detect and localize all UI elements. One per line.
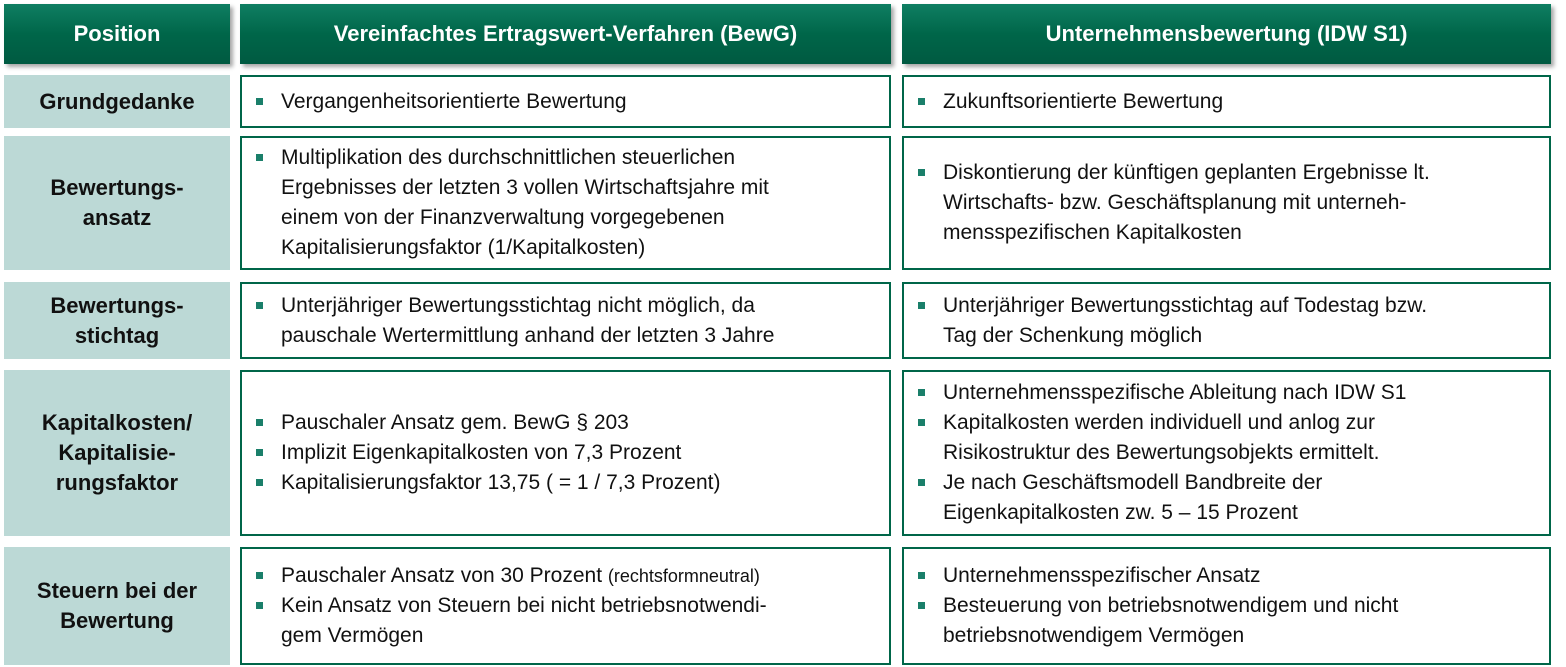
row-label-line: Kapitalkosten/ (41, 410, 193, 435)
row-label-line: rungsfaktor (55, 470, 179, 495)
header-position-label: Position (73, 21, 161, 46)
text-line: Eigenkapitalkosten zw. 5 – 15 Prozent (943, 501, 1298, 524)
header-business-valuation (902, 4, 1551, 64)
bullet-icon (918, 169, 925, 176)
text-line: Pauschaler Ansatz gem. BewG § 203 (281, 411, 629, 434)
row-label-line: Steuern bei der (36, 578, 198, 603)
cell-kapitalkosten-bewg (240, 370, 891, 536)
text-line: Kapitalisierungsfaktor 13,75 ( = 1 / 7,3 Prozent) (281, 471, 721, 494)
list-item (918, 291, 1539, 351)
list-item (918, 87, 1539, 117)
text-line (281, 561, 879, 591)
list-item (918, 591, 1539, 651)
list-item (918, 468, 1539, 528)
bullet-icon (918, 389, 925, 396)
text-line: Diskontierung der künftigen geplanten Ergebnisse lt. (943, 161, 1430, 184)
text-line: einem von der Finanzverwaltung vorgegebenen (281, 206, 725, 229)
bullet-icon (918, 419, 925, 426)
cell-kapitalkosten-idw (902, 370, 1551, 536)
text-line: Unterjähriger Bewertungsstichtag auf Todestag bzw. (943, 293, 1428, 317)
cell-bewertungsansatz-bewg (240, 136, 891, 270)
header-simplified-method (240, 4, 891, 64)
row-label-bewertungsansatz (4, 136, 230, 270)
list-item (918, 158, 1539, 248)
row-label-kapitalkosten (4, 370, 230, 536)
list-item (918, 408, 1539, 468)
row-label-line: Bewertung (60, 608, 174, 633)
bullet-icon (918, 602, 925, 609)
cell-bewertungsstichtag-idw (902, 282, 1551, 359)
text-line: betriebsnotwendigem Vermögen (943, 624, 1245, 647)
header-business-valuation-label: Unternehmensbewertung (IDW S1) (1045, 21, 1408, 46)
text-line: Kapitalkosten werden individuell und anlog zur (943, 411, 1375, 434)
text-line: Unternehmensspezifische Ableitung nach IDW S1 (943, 381, 1407, 404)
list-item (256, 468, 879, 498)
row-label-line: Bewertungs- (50, 292, 184, 318)
bullet-icon (256, 302, 263, 309)
bullet-icon (256, 602, 263, 609)
text-line: Kein Ansatz von Steuern bei nicht betriebsnotwendi- (281, 594, 767, 617)
row-label-line: Kapitalisie- (58, 440, 176, 465)
text-line: Kapitalisierungsfaktor (1/Kapitalkosten) (281, 236, 646, 259)
text-line: Je nach Geschäftsmodell Bandbreite der (943, 471, 1323, 494)
row-label-steuern (4, 547, 230, 665)
list-item (256, 408, 879, 438)
row-label-line: Bewertungs- (50, 175, 184, 200)
list-item (256, 291, 879, 351)
list-item (918, 561, 1539, 591)
text-line: Multiplikation des durchschnittlichen steuerlichen (281, 146, 736, 169)
cell-steuern-idw (902, 547, 1551, 665)
text-line: Tag der Schenkung möglich (943, 323, 1203, 347)
bullet-icon (918, 98, 925, 105)
bullet-icon (256, 479, 263, 486)
bullet-icon (256, 572, 263, 579)
row-label-line: ansatz (82, 205, 152, 230)
row-label-line: Grundgedanke (39, 88, 195, 114)
text-line: Zukunftsorientierte Bewertung (943, 89, 1224, 113)
text-line: Implizit Eigenkapitalkosten von 7,3 Prozent (281, 441, 682, 464)
legal-form-note: (rechtsformneutral) (607, 566, 760, 586)
row-label-line: stichtag (74, 322, 160, 348)
list-item (256, 561, 879, 591)
row-label-bewertungsstichtag (4, 282, 230, 359)
list-item (256, 591, 879, 651)
text-line: mensspezifischen Kapitalkosten (943, 221, 1242, 244)
text-line: Besteuerung von betriebsnotwendigem und nicht (943, 594, 1399, 617)
text-line: Vergangenheitsorientierte Bewertung (281, 89, 627, 113)
list-item (256, 87, 879, 117)
cell-bewertungsansatz-idw (902, 136, 1551, 270)
text-main: Pauschaler Ansatz von 30 Prozent (281, 564, 603, 587)
text-line: Ergebnisses der letzten 3 vollen Wirtschaftsjahre mit (281, 176, 769, 199)
text-line: Wirtschafts- bzw. Geschäftsplanung mit unterneh- (943, 191, 1407, 214)
bullet-icon (256, 449, 263, 456)
bullet-icon (918, 479, 925, 486)
cell-grundgedanke-idw (902, 75, 1551, 128)
text-line: Unternehmensspezifischer Ansatz (943, 564, 1261, 587)
bullet-icon (256, 98, 263, 105)
bullet-icon (256, 154, 263, 161)
header-simplified-method-label: Vereinfachtes Ertragswert-Verfahren (BewG) (333, 21, 798, 46)
cell-bewertungsstichtag-bewg (240, 282, 891, 359)
text-line: gem Vermögen (281, 624, 424, 647)
cell-steuern-bewg (240, 547, 891, 665)
text-line: pauschale Wertermittlung anhand der letzten 3 Jahre (281, 323, 775, 347)
bullet-icon (918, 302, 925, 309)
bullet-icon (256, 419, 263, 426)
list-item (256, 143, 879, 263)
list-item (918, 378, 1539, 408)
bullet-icon (918, 572, 925, 579)
header-position (4, 4, 230, 64)
cell-grundgedanke-bewg (240, 75, 891, 128)
row-label-grundgedanke (4, 75, 230, 128)
text-line: Unterjähriger Bewertungsstichtag nicht möglich, da (281, 293, 755, 317)
list-item (256, 438, 879, 468)
text-line: Risikostruktur des Bewertungsobjekts ermittelt. (943, 441, 1380, 464)
